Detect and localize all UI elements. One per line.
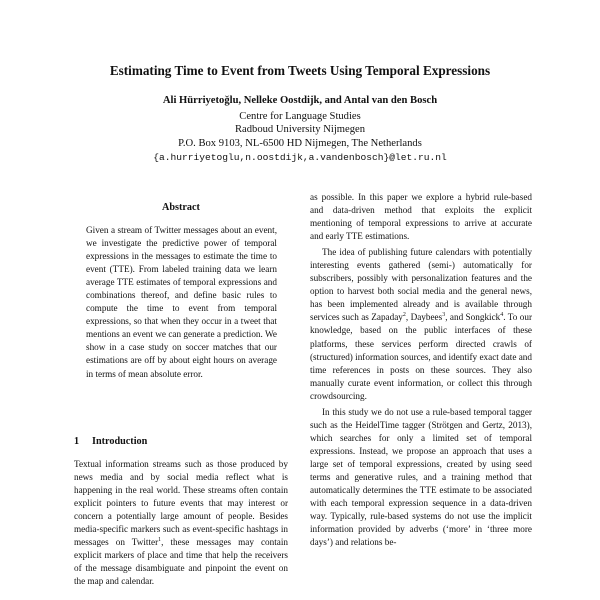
right-p2-text-d: . To our knowledge, based on the public interfaces of these platforms, these services perform directed crawls of (structured) information sources, and identify exact date and time references in posts on these sources. They also manually curate event information, or collect this through crowdsourcing. [310, 312, 532, 401]
section-number: 1 [74, 436, 80, 447]
section-title: Introduction [92, 436, 148, 447]
right-p2-text-c: , and Songkick [445, 312, 501, 323]
affiliation-line-1: Centre for Language Studies [239, 111, 361, 122]
footnote-marker-4: 4 [500, 312, 504, 319]
intro-text-b: , these messages may contain explicit markers of place and time that help the receivers of the message disambiguate and pinpoint the event on the map and calendar. [74, 537, 288, 587]
right-paragraph-3: In this study we do not use a rule-based temporal tagger such as the HeidelTime tagger (Strötgen and Gertz, 2013), which searches for only a limited set of temporal expressions. Instead, we propose an approach that uses a large set of temporal expressions, created by using seed terms and generative rules, and a training method that automatically determines the TTE estimate to be associated with each temporal expression sequence in a data-driven way. Typically, rule-based systems do not use the implicit information provided by adverbs (‘more’ in ‘three more days’) and relations be- [310, 406, 532, 548]
abstract-text: Given a stream of Twitter messages about an event, we investigate the predictive power of temporal expressions in the messages to estimate the time to event (TTE). From labeled training data we learn average TTE estimates of temporal expressions and combinations thereof, and define basic rules to compute the time to event from temporal expressions, so that when they occur in a tweet that mentions an event we can generate a prediction. We show in a case study on soccer matches that our estimations are off by about eight hours on average in terms of mean absolute error. [86, 225, 277, 379]
intro-text-a: Textual information streams such as those produced by news media and by social media reflect what is happening in the real world. These streams often contain explicit pointers to future events that may interest or concern a potentially large amount of people. Besides media-specific markers such as event-specific hashtags in messages on Twitter [74, 459, 288, 548]
abstract-heading: Abstract [162, 202, 200, 213]
intro-paragraph-1 [74, 458, 288, 588]
right-p2-text-b: , Daybees [405, 312, 443, 323]
right-paragraph-2 [310, 246, 532, 403]
right-paragraph-1: as possible. In this paper we explore a hybrid rule-based and data-driven method that exploits the explicit mentioning of temporal expressions to arrive at accurate and early TTE estimations. [310, 192, 532, 242]
footnote-marker-3: 3 [442, 312, 446, 319]
paper-authors: Ali Hürriyetoğlu, Nelleke Oostdijk, and Antal van den Bosch [162, 95, 438, 106]
affiliation-line-3: P.O. Box 9103, NL-6500 HD Nijmegen, The Netherlands [178, 138, 422, 149]
right-p2-text-a: The idea of publishing future calendars with potentially interesting events gathered (semi-) automatically for subscribers, possibly with personalization features and the option to harvest both social media and the general news, has been implemented already and is available through services such as Zapaday [310, 247, 532, 323]
affiliation-email: {a.hurriyetoglu,n.oostdijk,a.vandenbosch}@let.ru.nl [153, 152, 447, 163]
right-column-body [310, 191, 532, 549]
footnote-marker-1: 1 [158, 537, 162, 544]
paper-title: Estimating Time to Event from Tweets Using Temporal Expressions [109, 63, 491, 78]
footnote-marker-2: 2 [402, 312, 406, 319]
section-heading-introduction [74, 436, 147, 447]
left-column-body [74, 458, 288, 588]
affiliation-line-2: Radboud University Nijmegen [234, 124, 366, 135]
